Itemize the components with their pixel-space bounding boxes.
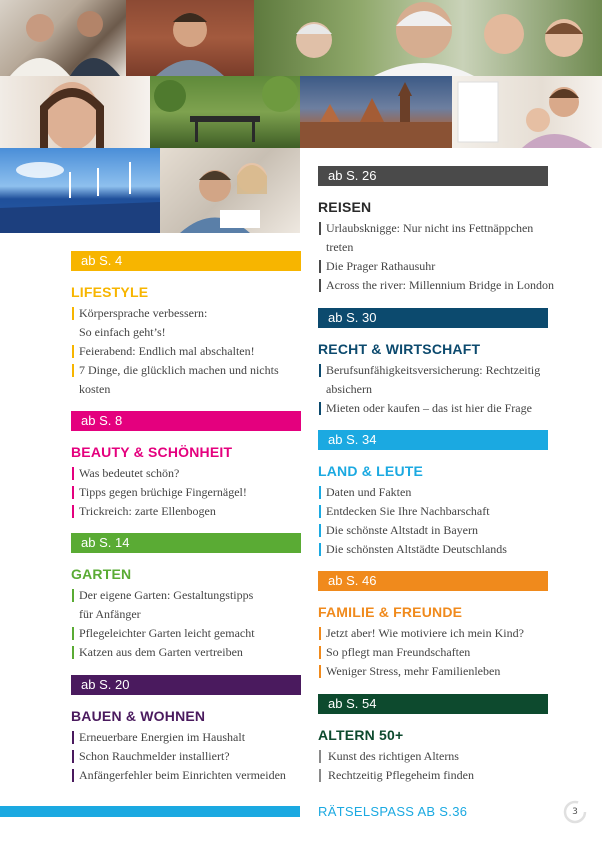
garden-illustration xyxy=(150,76,300,148)
article-item[interactable]: Weniger Stress, mehr Familienleben xyxy=(318,662,568,681)
section-title: BAUEN & WOHNEN xyxy=(71,708,206,724)
section-title: REISEN xyxy=(318,199,372,215)
section-title: FAMILIE & FREUNDE xyxy=(318,604,463,620)
section-title: RECHT & WIRTSCHAFT xyxy=(318,341,481,357)
woman-face-illustration xyxy=(0,76,150,148)
article-item[interactable]: Die schönsten Altstädte Deutschlands xyxy=(318,540,568,559)
article-item[interactable]: Was bedeutet schön? xyxy=(71,464,301,483)
solar-wind-illustration xyxy=(0,148,160,233)
puzzle-reference[interactable]: RÄTSELSPASS AB S.36 xyxy=(318,804,468,819)
article-item[interactable]: So pflegt man Freundschaften xyxy=(318,643,568,662)
section-page-bar xyxy=(71,533,301,553)
couple-laptop-illustration xyxy=(0,0,126,76)
page-ref: ab S. 46 xyxy=(328,573,377,588)
section-page-bar xyxy=(71,675,301,695)
section-title: LAND & LEUTE xyxy=(318,463,424,479)
article-item[interactable]: Berufsunfähigkeitsversicherung: Rechtzeitig absichern xyxy=(318,361,568,399)
photo-couple-laptop xyxy=(0,0,126,76)
section-page-bar xyxy=(318,308,548,328)
article-item[interactable]: 7 Dinge, die glücklich machen und nichts kosten xyxy=(71,361,301,399)
article-item[interactable]: Jetzt aber! Wie motiviere ich mein Kind? xyxy=(318,624,568,643)
photo-old-town xyxy=(300,76,452,148)
article-item[interactable]: Schon Rauchmelder installiert? xyxy=(71,747,301,766)
page-ref: ab S. 34 xyxy=(328,432,377,447)
section-land xyxy=(318,430,568,559)
page-ref: ab S. 26 xyxy=(328,168,377,183)
article-item[interactable]: Feierabend: Endlich mal abschalten! xyxy=(71,342,301,361)
section-alter xyxy=(318,694,568,785)
section-familie xyxy=(318,571,568,681)
photo-garden xyxy=(150,76,300,148)
article-item[interactable]: Katzen aus dem Garten vertreiben xyxy=(71,643,301,662)
footer-accent-line xyxy=(0,806,300,817)
article-item[interactable]: Körpersprache verbessern: So einfach geht’s! xyxy=(71,304,301,342)
article-item[interactable]: Tipps gegen brüchige Fingernägel! xyxy=(71,483,301,502)
page-ref: ab S. 8 xyxy=(81,413,123,428)
section-title: ALTERN 50+ xyxy=(318,727,404,743)
article-item[interactable]: Urlaubsknigge: Nur nicht ins Fettnäppchen treten xyxy=(318,219,568,257)
page-ref: ab S. 20 xyxy=(81,677,130,692)
section-beauty xyxy=(71,411,301,521)
young-man-illustration xyxy=(126,0,254,76)
section-recht xyxy=(318,308,568,418)
page-number: 3 xyxy=(572,807,578,817)
article-item[interactable]: Erneuerbare Energien im Haushalt xyxy=(71,728,301,747)
article-item[interactable]: Across the river: Millennium Bridge in London xyxy=(318,276,568,295)
section-reisen xyxy=(318,166,568,295)
article-item[interactable]: Trickreich: zarte Ellenbogen xyxy=(71,502,301,521)
family-outdoor-illustration xyxy=(254,0,602,76)
article-item[interactable]: Rechtzeitig Pflegeheim finden xyxy=(318,766,568,785)
photo-mother-child xyxy=(452,76,602,148)
article-item[interactable]: Daten und Fakten xyxy=(318,483,568,502)
article-item[interactable]: Die schönste Altstadt in Bayern xyxy=(318,521,568,540)
photo-solar-wind xyxy=(0,148,160,233)
page-number-badge xyxy=(563,800,587,824)
article-item[interactable]: Pflegeleichter Garten leicht gemacht xyxy=(71,624,301,643)
article-item[interactable]: Der eigene Garten: Gestaltungstipps für Anfänger xyxy=(71,586,301,624)
section-title: BEAUTY & SCHÖNHEIT xyxy=(71,444,233,460)
page-ref: ab S. 54 xyxy=(328,696,377,711)
page-ref: ab S. 4 xyxy=(81,253,123,268)
section-page-bar xyxy=(318,166,548,186)
article-item[interactable]: Die Prager Rathausuhr xyxy=(318,257,568,276)
section-title: GARTEN xyxy=(71,566,132,582)
photo-young-man xyxy=(126,0,254,76)
article-item[interactable]: Kunst des richtigen Alterns xyxy=(318,747,568,766)
section-garten xyxy=(71,533,301,662)
article-item[interactable]: Anfängerfehler beim Einrichten vermeiden xyxy=(71,766,301,785)
section-page-bar xyxy=(318,694,548,714)
photo-family-outdoor xyxy=(254,0,602,76)
page-ref: ab S. 14 xyxy=(81,535,130,550)
photo-couple-documents xyxy=(160,148,300,233)
section-page-bar xyxy=(71,251,301,271)
old-town-illustration xyxy=(300,76,452,148)
article-item[interactable]: Mieten oder kaufen – das ist hier die Frage xyxy=(318,399,568,418)
page-ref: ab S. 30 xyxy=(328,310,377,325)
section-bauen xyxy=(71,675,301,785)
section-title: LIFESTYLE xyxy=(71,284,149,300)
article-item[interactable]: Entdecken Sie Ihre Nachbarschaft xyxy=(318,502,568,521)
section-lifestyle xyxy=(71,251,301,399)
couple-documents-illustration xyxy=(160,148,300,233)
section-page-bar xyxy=(71,411,301,431)
section-page-bar xyxy=(318,571,548,591)
photo-woman-face xyxy=(0,76,150,148)
section-page-bar xyxy=(318,430,548,450)
mother-child-illustration xyxy=(452,76,602,148)
